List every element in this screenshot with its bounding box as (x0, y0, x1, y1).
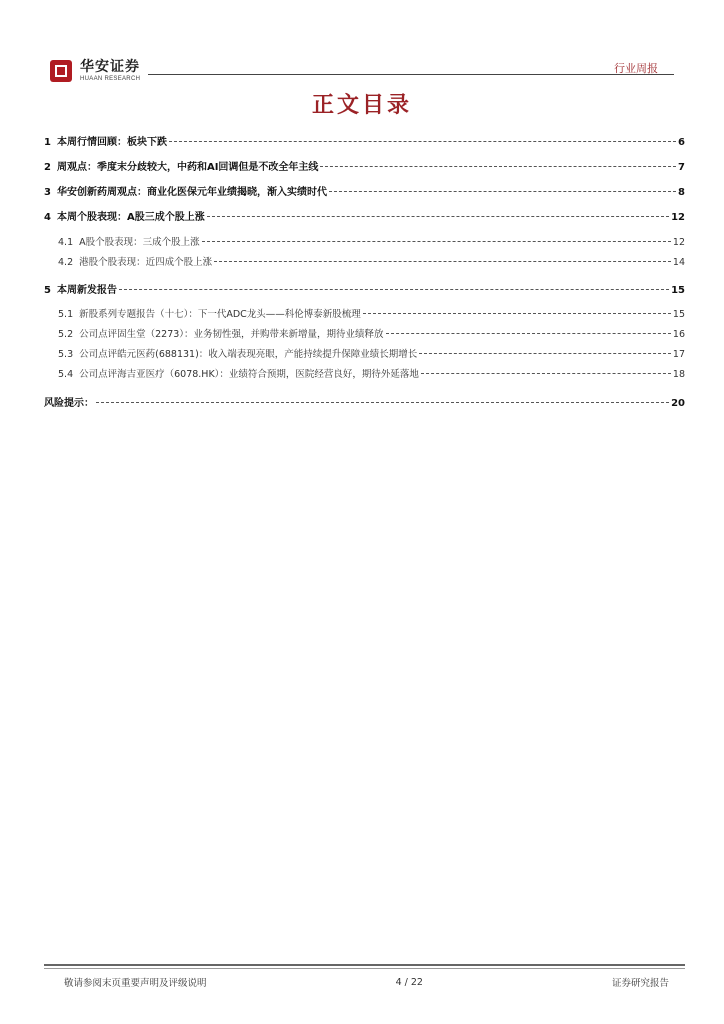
toc-number: 4.1 (58, 237, 74, 248)
toc-title: 华安创新药周观点：商业化医保元年业绩揭晓，渐入实绩时代 (56, 187, 327, 198)
page-footer (44, 964, 685, 989)
toc-entry-5-2[interactable] (44, 326, 685, 340)
toc-number: 5.3 (58, 349, 74, 360)
toc-number: 5.4 (58, 369, 74, 380)
toc-leader (419, 353, 671, 354)
toc-title: 风险提示： (44, 398, 94, 409)
header-divider (148, 74, 674, 75)
footer-divider-thin (44, 968, 685, 969)
toc-number: 4.2 (58, 257, 74, 268)
report-type-label: 行业周报 (614, 62, 658, 75)
toc-page-number: 15 (672, 309, 685, 320)
toc-leader (320, 166, 676, 167)
toc-entry-5-1[interactable] (44, 306, 685, 320)
toc-title: 本周个股表现：A股三成个股上涨 (56, 212, 205, 223)
toc-page-number: 7 (678, 162, 685, 173)
toc-title: 公司点评皓元医药(688131)：收入端表现亮眼，产能持续提升保障业绩长期增长 (79, 349, 418, 360)
toc-number: 5 (44, 285, 51, 296)
toc-leader (421, 373, 671, 374)
logo-chinese-name: 华安证券 (80, 59, 140, 75)
toc-title: 港股个股表现：近四成个股上涨 (79, 257, 213, 268)
toc-page-number: 14 (672, 257, 685, 268)
toc-number: 1 (44, 137, 51, 148)
toc-entry-4-2[interactable] (44, 254, 685, 268)
toc-entry-4[interactable] (44, 208, 685, 223)
company-logo (50, 60, 140, 82)
page-title: 正文目录 (311, 93, 412, 118)
toc-page-number: 8 (678, 187, 685, 198)
toc-entry-2[interactable] (44, 158, 685, 173)
toc-entry-5-4[interactable] (44, 366, 685, 380)
toc-page-number: 12 (671, 212, 685, 223)
toc-title: 公司点评海吉亚医疗（6078.HK）：业绩符合预期，医院经营良好，期待外延落地 (79, 369, 419, 380)
toc-leader (386, 333, 671, 334)
toc-number: 2 (44, 162, 51, 173)
toc-title: 本周新发报告 (56, 285, 117, 296)
toc-number: 5.1 (58, 309, 74, 320)
page-indicator: 4 / 22 (395, 976, 423, 988)
toc-number: 4 (44, 212, 51, 223)
toc-page-number: 20 (671, 398, 685, 409)
toc-leader (214, 261, 671, 262)
toc-title: 新股系列专题报告（十七）：下一代ADC龙头——科伦博泰新股梳理 (79, 309, 361, 320)
logo-icon (50, 60, 72, 82)
footer-doc-type: 证券研究报告 (611, 978, 669, 989)
toc-leader (169, 141, 676, 142)
toc-page-number: 18 (672, 369, 685, 380)
toc-page-number: 16 (672, 329, 685, 340)
toc-entry-risk[interactable] (44, 394, 685, 409)
toc-leader (202, 241, 671, 242)
toc-page-number: 17 (672, 349, 685, 360)
toc-leader (363, 313, 671, 314)
toc-leader (96, 402, 669, 403)
toc-title: A股个股表现：三成个股上涨 (79, 237, 200, 248)
logo-english-name: HUAAN RESEARCH (80, 76, 141, 82)
toc-leader (119, 289, 669, 290)
toc-entry-5[interactable] (44, 281, 685, 296)
toc-number: 3 (44, 187, 51, 198)
toc-number: 5.2 (58, 329, 74, 340)
footer-disclaimer: 敬请参阅末页重要声明及评级说明 (64, 978, 207, 989)
toc-page-number: 12 (672, 237, 685, 248)
page-header (50, 52, 674, 92)
toc-entry-4-1[interactable] (44, 234, 685, 248)
toc-entry-5-3[interactable] (44, 346, 685, 360)
toc-page-number: 6 (678, 137, 685, 148)
toc-leader (207, 216, 669, 217)
toc-entry-1[interactable] (44, 133, 685, 148)
toc-page-number: 15 (671, 285, 685, 296)
toc-title: 周观点：季度末分歧较大，中药和AI回调但是不改全年主线 (56, 162, 319, 173)
toc-entry-3[interactable] (44, 183, 685, 198)
toc-leader (329, 191, 676, 192)
toc-title: 本周行情回顾：板块下跌 (56, 137, 167, 148)
toc-title: 公司点评固生堂（2273）：业务韧性强，并购带来新增量，期待业绩释放 (79, 329, 384, 340)
footer-divider (44, 964, 685, 966)
